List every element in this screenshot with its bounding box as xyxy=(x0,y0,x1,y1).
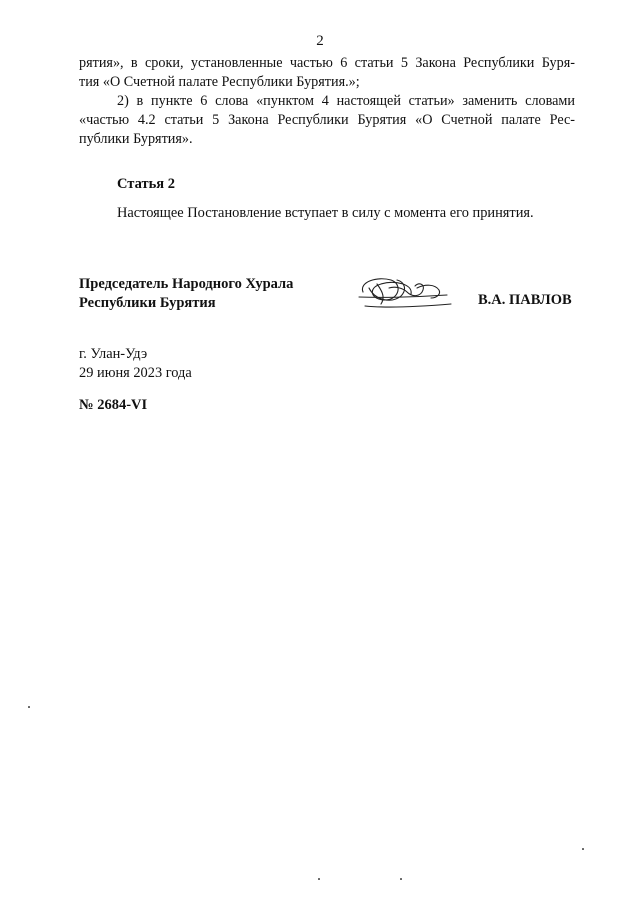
paragraph-line: рятия», в сроки, установленные частью 6 статьи 5 Закона Республики Буря- xyxy=(79,55,575,71)
paragraph-line: тия «О Счетной палате Республики Бурятия.»; xyxy=(79,74,360,90)
scan-speck xyxy=(582,848,584,850)
date: 29 июня 2023 года xyxy=(79,365,192,381)
article-heading: Статья 2 xyxy=(117,176,175,192)
signatory-title-line: Республики Бурятия xyxy=(79,295,216,311)
scan-speck xyxy=(28,706,30,708)
page-number: 2 xyxy=(316,33,324,49)
amendment-paragraph xyxy=(79,92,575,149)
handwritten-signature xyxy=(355,270,455,316)
signatory-title-line: Председатель Народного Хурала xyxy=(79,276,294,292)
article-text: Настоящее Постановление вступает в силу с момента его принятия. xyxy=(117,205,534,221)
signatory-title xyxy=(79,275,293,313)
place-and-date xyxy=(79,345,192,383)
paragraph-line: «частью 4.2 статьи 5 Закона Республики Бурятия «О Счетной палате Рес- xyxy=(79,112,575,128)
scan-speck xyxy=(400,878,402,880)
signer-name: В.А. ПАВЛОВ xyxy=(478,292,572,308)
paragraph-line: 2) в пункте 6 слова «пунктом 4 настоящей статьи» заменить словами xyxy=(117,93,575,109)
continuation-paragraph xyxy=(79,54,575,92)
paragraph-line: публики Бурятия». xyxy=(79,131,193,147)
document-number: № 2684-VI xyxy=(79,397,148,413)
city: г. Улан-Удэ xyxy=(79,346,148,362)
scan-speck xyxy=(318,878,320,880)
